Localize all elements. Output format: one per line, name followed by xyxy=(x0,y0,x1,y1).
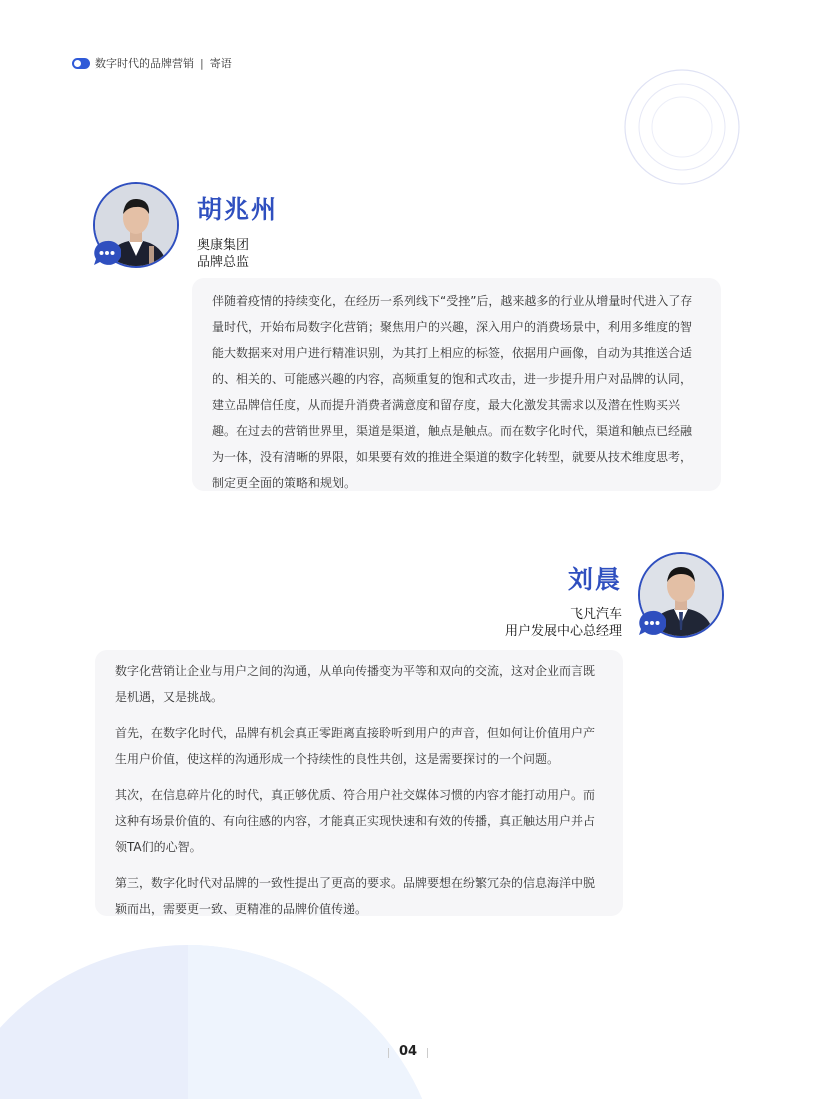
person2-paragraph-4: 第三，数字化时代对品牌的一致性提出了更高的要求。品牌要想在纷繁冗杂的信息海洋中脱颖而出，需要更一致、更精准的品牌价值传递。 xyxy=(115,876,596,916)
toggle-icon xyxy=(72,58,90,69)
person2-info xyxy=(440,606,622,640)
header-separator: | xyxy=(200,56,204,70)
person2-paragraph-3: 其次，在信息碎片化的时代，真正够优质、符合用户社交媒体习惯的内容才能打动用户。而这种有场景价值的、有向往感的内容，才能真正实现快速和有效的传播，真正触达用户并占领TA们的心智。 xyxy=(115,788,596,854)
person1-quote: 伴随着疫情的持续变化，在经历一系列线下“受挫”后，越来越多的行业从增量时代进入了存量时代，开始布局数字化营销；聚焦用户的兴趣，深入用户的消费场景中，利用多维度的智能大数据来对用户进行精准识别，为其打上相应的标签，依据用户画像，自动为其推送合适的、相关的、可能感兴趣的内容，高频重复的饱和式攻击，进一步提升用户对品牌的认同，建立品牌信任度，从而提升消费者满意度和留存度，最大化激发其需求以及潜在性购买兴趣。在过去的营销世界里，渠道是渠道，触点是触点。而在数字化时代，渠道和触点已经融为一体，没有清晰的界限，如果要有效的推进全渠道的数字化转型，就要从技术维度思考，制定更全面的策略和规划。 xyxy=(212,294,693,490)
person2-name: 刘晨 xyxy=(567,565,622,594)
page-number: 04 xyxy=(388,1044,428,1059)
person1-company: 奥康集团 xyxy=(197,238,250,253)
person1-position: 品牌总监 xyxy=(197,255,250,270)
person1-info xyxy=(197,237,249,271)
chat-bubble-icon xyxy=(93,240,121,266)
header-section: 寄语 xyxy=(209,57,232,70)
page-header xyxy=(72,55,232,71)
person1-quote-box xyxy=(192,278,721,491)
person2-quote-box xyxy=(95,650,623,916)
concentric-rings-decoration xyxy=(623,68,741,186)
person2-paragraph-1: 数字化营销让企业与用户之间的沟通，从单向传播变为平等和双向的交流，这对企业而言既是机遇，又是挑战。 xyxy=(115,664,596,704)
person2-paragraph-2: 首先，在数字化时代，品牌有机会真正零距离直接聆听到用户的声音，但如何让价值用户产生用户价值，使这样的沟通形成一个持续性的良性共创，这是需要探讨的一个问题。 xyxy=(115,726,596,766)
header-title: 数字时代的品牌营销 xyxy=(95,57,194,70)
person2-company: 飞凡汽车 xyxy=(569,607,622,622)
person2-position: 用户发展中心总经理 xyxy=(504,624,622,639)
chat-bubble-icon xyxy=(638,610,666,636)
person1-name: 胡兆州 xyxy=(197,195,279,224)
